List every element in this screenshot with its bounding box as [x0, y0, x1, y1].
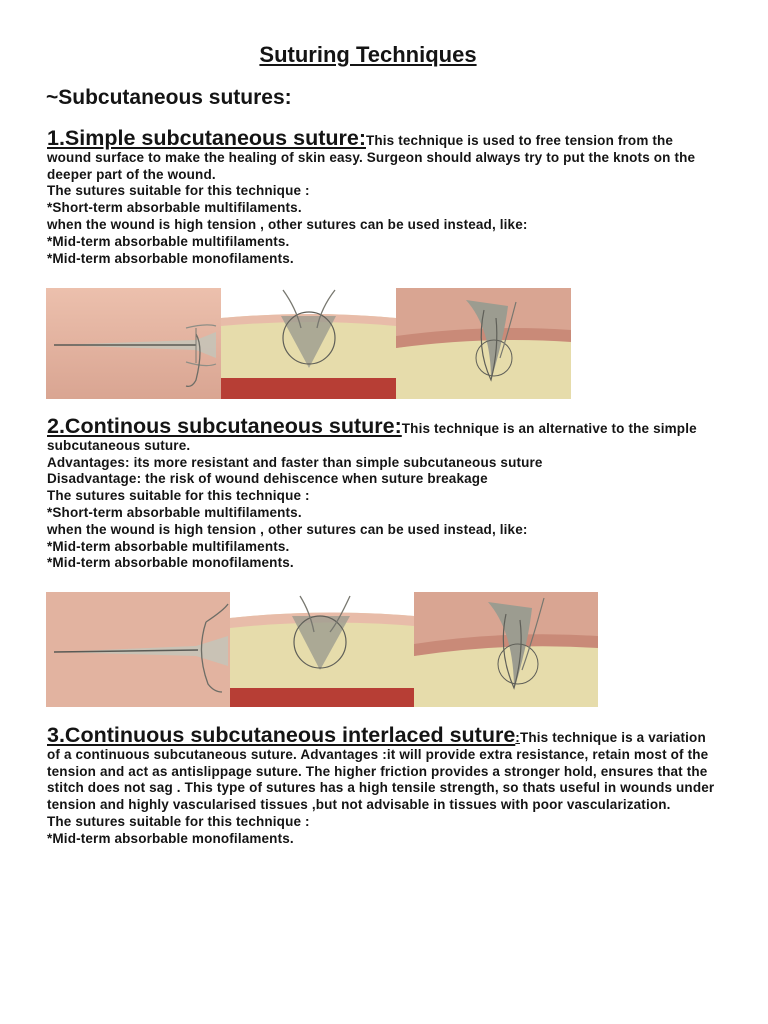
subcutaneous-sutures-subheading: ~Subcutaneous sutures: — [46, 86, 292, 109]
section-2-intro: This technique is an alternative to the simple subcutaneous suture. — [47, 421, 697, 453]
section-1-line: *Mid-term absorbable monofilaments. — [47, 250, 294, 266]
first-stitch-illustration — [221, 288, 396, 399]
section-interlaced-subcutaneous — [47, 723, 719, 848]
section-1-line: when the wound is high tension , other sutures can be used instead, like: — [47, 216, 528, 232]
section-3-paragraph — [47, 723, 719, 814]
section-2-line: *Mid-term absorbable monofilaments. — [47, 555, 294, 571]
section-1-line: *Mid-term absorbable multifilaments. — [47, 233, 290, 249]
section-3-heading: 3.Continuous subcutaneous interlaced suture — [47, 723, 516, 747]
section-1-paragraph — [47, 126, 719, 183]
illustration-strip-1 — [46, 288, 571, 399]
section-2-line: Advantages: its more resistant and faster than simple subcutaneous suture — [47, 454, 543, 470]
section-1-heading: 1.Simple subcutaneous suture: — [47, 126, 366, 150]
section-2-line: The sutures suitable for this technique : — [47, 488, 310, 504]
section-1-intro: This technique is used to free tension from the wound surface to make the healing of skin easy. Surgeon should always try to put the knots on the deeper part of the wound. — [47, 133, 696, 182]
section-1-line: *Short-term absorbable multifilaments. — [47, 200, 302, 216]
section-3-heading-colon: : — [515, 730, 520, 745]
section-continuous-subcutaneous — [47, 414, 719, 572]
section-1-line: The sutures suitable for this technique : — [47, 183, 310, 199]
knot-placement-illustration — [396, 288, 571, 399]
needle-insertion-illustration — [46, 288, 221, 399]
continuous-stitch-illustration — [230, 592, 414, 707]
illustration-strip-2 — [46, 592, 598, 707]
section-simple-subcutaneous — [47, 126, 719, 267]
section-3-intro: This technique is a variation of a continuous subcutaneous suture. Advantages :it will provide extra resistance, retain most of the tension and act as antislippage suture. The higher friction provides a stronger hold, ensures that the stitch does not sag . This type of sutures has a high tensile strength, so thats useful in wounds under tension and highly vascularised tissues ,but not advisable in tissues with poor vascularization. — [47, 730, 715, 813]
section-3-line: The sutures suitable for this technique : — [47, 813, 310, 829]
section-2-line: *Mid-term absorbable multifilaments. — [47, 538, 290, 554]
document-title: Suturing Techniques — [259, 42, 477, 67]
section-2-heading: 2.Continous subcutaneous suture: — [47, 414, 402, 438]
continuous-closure-illustration — [414, 592, 598, 707]
section-3-line: *Mid-term absorbable monofilaments. — [47, 830, 294, 846]
continuous-needle-illustration — [46, 592, 230, 707]
section-2-line: when the wound is high tension , other sutures can be used instead, like: — [47, 521, 528, 537]
section-2-line: *Short-term absorbable multifilaments. — [47, 504, 302, 520]
section-2-paragraph — [47, 414, 719, 455]
section-2-line: Disadvantage: the risk of wound dehiscence when suture breakage — [47, 471, 488, 487]
